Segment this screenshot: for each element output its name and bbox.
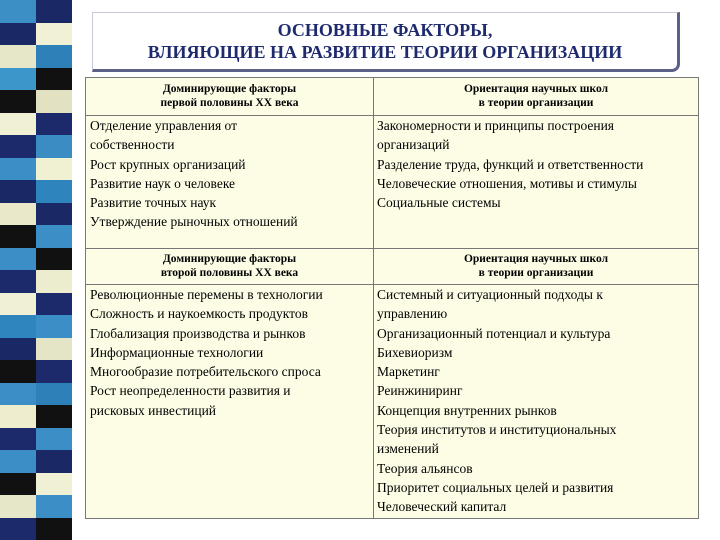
list-item: изменений: [377, 441, 439, 457]
stripe-row: [0, 203, 72, 226]
stripe-row: [0, 338, 72, 361]
list-item: Рост крупных организаций: [90, 156, 246, 172]
title-line-2: ВЛИЯЮЩИЕ НА РАЗВИТИЕ ТЕОРИИ ОРГАНИЗАЦИИ: [147, 42, 623, 62]
stripe-row: [0, 158, 72, 181]
list-item: Системный и ситуационный подходы к: [377, 287, 603, 302]
stripe-block: [0, 203, 36, 226]
stripe-block: [0, 495, 36, 518]
list-item: Приоритет социальных целей и развития: [377, 479, 614, 495]
header-second-half-schools: [374, 252, 698, 280]
list-item: рисковых инвестиций: [90, 402, 217, 418]
stripe-row: [0, 428, 72, 451]
stripe-row: [0, 270, 72, 293]
stripe-block: [36, 405, 72, 428]
stripe-row: [0, 45, 72, 68]
title-line-1: ОСНОВНЫЕ ФАКТОРЫ,: [277, 20, 493, 40]
list-item: Разделение труда, функций и ответственности: [377, 156, 644, 172]
stripe-block: [36, 473, 72, 496]
list-item: Многообразие потребительского спроса: [90, 364, 321, 380]
stripe-block: [36, 315, 72, 338]
stripe-block: [0, 338, 36, 361]
header-line: второй половины ХХ века: [160, 267, 299, 279]
stripe-block: [0, 225, 36, 248]
list-item: Бихевиоризм: [377, 344, 453, 360]
list-item: Маркетинг: [377, 364, 440, 380]
stripe-block: [0, 45, 36, 68]
cell-second-half-factors: [90, 285, 323, 420]
list-item: Реинжиниринг: [377, 383, 463, 399]
stripe-block: [36, 90, 72, 113]
stripe-row: [0, 113, 72, 136]
list-item: Информационные технологии: [90, 344, 264, 360]
list-item: Концепция внутренних рынков: [377, 402, 557, 418]
list-item: Глобализация производства и рынков: [90, 325, 306, 341]
stripe-row: [0, 225, 72, 248]
stripe-block: [0, 180, 36, 203]
stripe-block: [0, 90, 36, 113]
list-item: Человеческий капитал: [377, 499, 507, 515]
list-item: Сложность и наукоемкость продуктов: [90, 306, 308, 322]
stripe-row: [0, 293, 72, 316]
list-item: Рост неопределенности развития и: [90, 383, 291, 399]
column-divider: [373, 78, 374, 518]
list-item: Развитие точных наук: [90, 195, 217, 211]
cell-second-half-schools: [377, 285, 616, 517]
stripe-block: [36, 428, 72, 451]
stripe-block: [36, 225, 72, 248]
stripe-block: [0, 450, 36, 473]
stripe-block: [0, 293, 36, 316]
stripe-row: [0, 0, 72, 23]
row-divider: [86, 248, 698, 249]
list-item: Утверждение рыночных отношений: [90, 214, 298, 230]
stripe-block: [36, 270, 72, 293]
stripe-row: [0, 90, 72, 113]
stripe-row: [0, 473, 72, 496]
stripe-block: [36, 338, 72, 361]
stripe-row: [0, 180, 72, 203]
header-line: Ориентация научных школ: [463, 83, 609, 95]
stripe-block: [36, 495, 72, 518]
stripe-block: [36, 113, 72, 136]
header-second-half-factors: [86, 252, 373, 280]
stripe-block: [36, 293, 72, 316]
stripe-block: [0, 0, 36, 23]
stripe-block: [36, 203, 72, 226]
slide-title: [92, 12, 680, 72]
stripe-block: [36, 0, 72, 23]
stripe-block: [36, 360, 72, 383]
stripe-block: [36, 518, 72, 540]
stripe-block: [0, 248, 36, 271]
header-line: первой половины ХХ века: [160, 97, 299, 109]
header-line: в теории организации: [478, 97, 594, 109]
list-item: Развитие наук о человеке: [90, 175, 236, 191]
stripe-row: [0, 68, 72, 91]
stripe-block: [36, 450, 72, 473]
stripe-block: [36, 248, 72, 271]
stripe-block: [36, 45, 72, 68]
list-item: Теория альянсов: [377, 460, 473, 476]
header-line: Ориентация научных школ: [463, 253, 609, 265]
stripe-row: [0, 315, 72, 338]
list-item: собственности: [90, 137, 175, 153]
header-line: Доминирующие факторы: [162, 83, 297, 95]
stripe-row: [0, 495, 72, 518]
list-item: Социальные системы: [377, 195, 501, 211]
list-item: Закономерности и принципы построения: [377, 118, 615, 133]
stripe-block: [36, 158, 72, 181]
stripe-row: [0, 383, 72, 406]
stripe-block: [0, 360, 36, 383]
factors-table: [85, 77, 699, 519]
cell-first-half-factors: [90, 116, 298, 232]
stripe-row: [0, 450, 72, 473]
list-item: Организационный потенциал и культура: [377, 325, 611, 341]
stripe-block: [36, 135, 72, 158]
stripe-row: [0, 405, 72, 428]
stripe-block: [36, 383, 72, 406]
stripe-row: [0, 518, 72, 540]
stripe-block: [0, 68, 36, 91]
stripe-row: [0, 360, 72, 383]
stripe-row: [0, 248, 72, 271]
stripe-block: [36, 68, 72, 91]
header-first-half-schools: [374, 82, 698, 110]
decorative-stripe: [0, 0, 72, 540]
stripe-block: [0, 135, 36, 158]
header-line: в теории организации: [478, 267, 594, 279]
stripe-block: [0, 23, 36, 46]
stripe-block: [0, 518, 36, 540]
stripe-block: [0, 158, 36, 181]
list-item: Отделение управления от: [90, 118, 238, 133]
stripe-block: [0, 315, 36, 338]
stripe-block: [0, 383, 36, 406]
list-item: управлению: [377, 306, 448, 322]
header-first-half-factors: [86, 82, 373, 110]
stripe-block: [0, 113, 36, 136]
stripe-block: [0, 405, 36, 428]
stripe-block: [36, 23, 72, 46]
list-item: Теория институтов и институциональных: [377, 422, 617, 438]
stripe-row: [0, 135, 72, 158]
stripe-block: [0, 473, 36, 496]
list-item: Человеческие отношения, мотивы и стимулы: [377, 175, 637, 191]
stripe-block: [36, 180, 72, 203]
stripe-block: [0, 428, 36, 451]
stripe-row: [0, 23, 72, 46]
list-item: Революционные перемены в технологии: [90, 287, 323, 302]
header-line: Доминирующие факторы: [162, 253, 297, 265]
list-item: организаций: [377, 137, 450, 153]
stripe-block: [0, 270, 36, 293]
cell-first-half-schools: [377, 116, 643, 212]
